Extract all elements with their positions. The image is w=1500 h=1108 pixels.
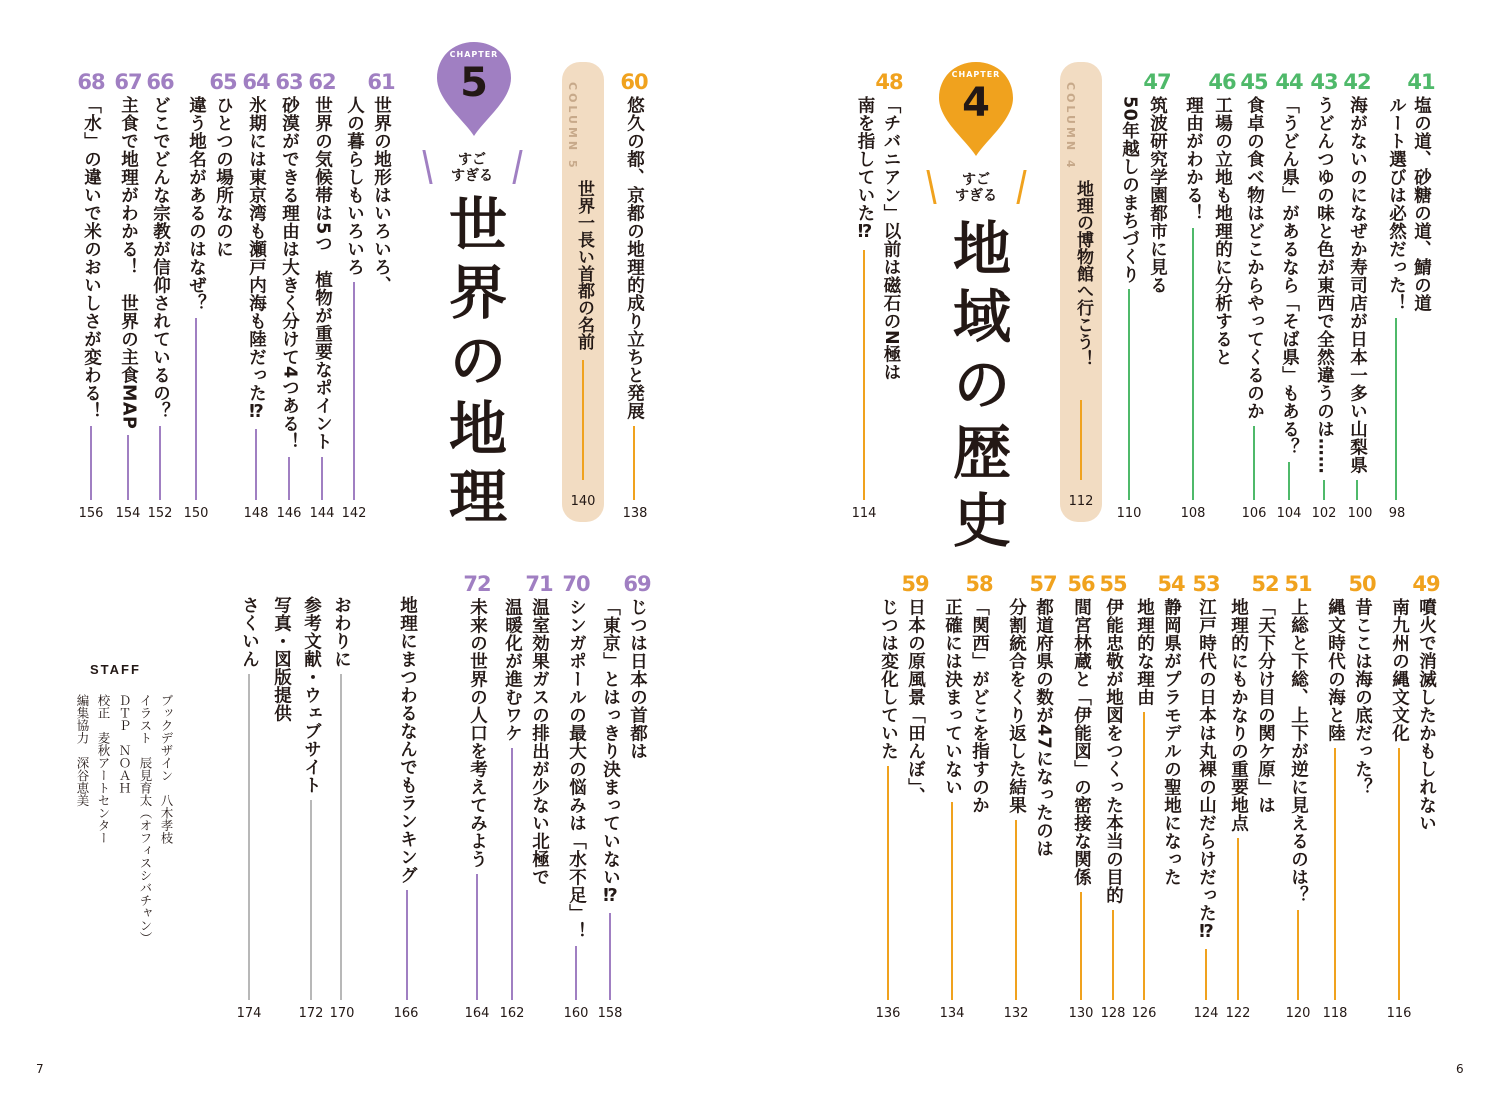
leader-line [1080,892,1082,1000]
page-number: 172 [298,1006,324,1021]
entry-title: 地理にまつわるなんでもランキング [397,596,418,884]
entry-title: 温室効果ガスの排出が少ない北極で [529,598,550,886]
leader-line [951,802,953,1000]
entry-title: じつは変化していた [878,598,899,760]
entry-title: 都道府県の数が47になったのは [1033,598,1054,858]
entry-number: 50 [1348,572,1376,596]
leader-line [321,457,323,500]
leader-line [1205,949,1207,1001]
entry-title: 昔ここは海の底だった？ [1352,598,1373,796]
chapter-4-title: 地域の歴史 [943,218,1011,558]
entry-number: 60 [620,70,648,94]
page-number: 160 [563,1006,589,1021]
entry-title: 「関西」がどこを指すのか [969,598,990,814]
entry-title: 「チバニアン」以前は磁石のN極は [881,96,901,382]
toc-entry-53 [1187,572,1225,1000]
page-number: 142 [341,506,367,521]
staff-line: イラスト 辰見育太（オフィスシバチャン） [138,694,153,944]
toc-entry-44 [1270,70,1308,500]
entry-title: 違う地名があるのはなぜ？ [186,96,207,312]
toc-entry-47-cont [1110,96,1148,500]
page-number: 152 [147,506,173,521]
page-number: 98 [1388,506,1406,521]
entry-title: 「東京」とはっきり決まっていない⁉ [600,598,621,907]
leader-line [310,800,312,1000]
entry-number: 48 [875,70,903,94]
page-number: 126 [1131,1006,1157,1021]
entry-number: 46 [1208,70,1236,94]
entry-title: 「水」の違いで米のおいしさが変わる！ [81,96,102,420]
entry-title: 主食で地理がわかる！ 世界の主食MAP [118,96,139,430]
page-number: 130 [1068,1006,1094,1021]
leader-line [1128,289,1130,500]
toc-entry-42 [1338,70,1376,500]
entry-title: 悠久の都、京都の地理的成り立ちと発展 [624,96,645,420]
page-number: 148 [243,506,269,521]
page-number: 140 [570,494,596,509]
entry-title: 世界の気候帯は5つ 植物が重要なポイント [312,96,333,451]
leader-line [1192,228,1194,500]
entry-number: 70 [562,572,590,596]
column-5-label: COLUMN 5 [566,82,579,171]
leader-line [887,766,889,1000]
sugoi-deco [500,150,522,184]
leader-line [582,360,584,480]
staff-line: ブックデザイン 八木孝枝 [159,694,174,844]
leader-line [340,674,342,1000]
page-number: 122 [1225,1006,1251,1021]
toc-entry-69-cont [591,598,629,1000]
entry-title: 未来の世界の人口を考えてみよう [467,598,488,868]
entry-title: 氷期には東京湾も瀬戸内海も陸だった⁉ [246,96,267,423]
leader-line [90,426,92,500]
toc-entry-71-cont [493,598,531,1000]
sugoi-label [442,152,502,184]
entry-number: 55 [1099,572,1127,596]
page-number: 100 [1347,506,1373,521]
entry-number: 58 [965,572,993,596]
leader-line [195,318,197,500]
entry-number: 61 [367,70,395,94]
folio-left: 7 [36,1062,44,1076]
toc-entry-72 [458,572,496,1000]
page-number: 174 [236,1006,262,1021]
entry-title: 正確には決まっていない [942,598,963,796]
sugoi-line-1: すご [962,172,990,188]
entry-title: 地理的な理由 [1134,598,1155,706]
leader-line [248,674,250,1000]
entry-title: 分割統合をくり返した結果 [1006,598,1027,814]
toc-entry-59-cont [869,598,907,1000]
sugoi-line-2: すぎる [955,188,997,204]
entry-title: 50年越しのまちづくり [1119,96,1140,284]
page-number: 112 [1068,494,1094,509]
entry-title: 静岡県がプラモデルの聖地になった [1161,598,1182,886]
entry-number: 71 [525,572,553,596]
toc-entry-58-cont [933,598,971,1000]
entry-title: 写真・図版提供 [271,596,292,722]
column-4-title: 地理の博物館へ行こう！ [1073,180,1093,367]
toc-entry-43 [1305,70,1343,500]
entry-number: 42 [1343,70,1371,94]
toc-entry-56 [1062,572,1100,1000]
entry-number: 62 [308,70,336,94]
entry-title: ルート選びは必然だった！ [1386,96,1407,312]
leader-line [511,748,513,1000]
page-number: 164 [464,1006,490,1021]
leader-line [1334,748,1336,1000]
entry-number: 64 [242,70,270,94]
staff-line: ＤＴＰ ＮＯＡＨ [117,694,132,794]
page-number: 102 [1311,506,1337,521]
page-number: 166 [393,1006,419,1021]
toc-entry-63 [270,70,308,500]
page-number: 116 [1386,1006,1412,1021]
leader-line [353,282,355,500]
leader-line [1398,748,1400,1000]
entry-number: 49 [1412,572,1440,596]
entry-number: 59 [901,572,929,596]
entry-title: 海がないのになぜか寿司店が日本一多い山梨県 [1347,96,1368,474]
entry-title: 温暖化が進むワケ [502,598,523,742]
leader-line [609,913,611,1001]
entry-number: 72 [463,572,491,596]
chapter-number: 5 [460,60,488,106]
entry-title: おわりに [331,596,352,668]
toc-entry-49-cont [1380,598,1418,1000]
entry-number: 68 [77,70,105,94]
entry-title: 参考文献・ウェブサイト [301,596,322,794]
entry-title: シンガポールの最大の悩みは「水不足」！ [566,598,587,940]
page-number: 162 [499,1006,525,1021]
toc-entry-65-cont [177,96,215,500]
entry-title: じつは日本の首都は [627,598,648,760]
toc-entry-57-cont [997,598,1035,1000]
page-number: 110 [1116,506,1142,521]
entry-title: 理由がわかる！ [1183,96,1204,222]
toc-entry-68 [72,70,110,500]
entry-title: 縄文時代の海と陸 [1325,598,1346,742]
leader-line [288,457,290,500]
entry-number: 69 [623,572,651,596]
entry-number: 43 [1310,70,1338,94]
entry-number: 44 [1275,70,1303,94]
entry-title: 砂漠ができる理由は大きく分けて4つある！ [279,96,300,451]
entry-number: 41 [1407,70,1435,94]
page-number: 134 [939,1006,965,1021]
leader-line [1253,426,1255,500]
entry-title: 筑波研究学園都市に見る [1147,96,1168,294]
page-number: 158 [597,1006,623,1021]
page-number: 128 [1100,1006,1126,1021]
chapter-label: CHAPTER [951,70,1001,79]
entry-number: 66 [146,70,174,94]
toc-entry-50-cont [1316,598,1354,1000]
page-number: 138 [622,506,648,521]
page-number: 132 [1003,1006,1029,1021]
toc-entry-index [230,596,268,1000]
leader-line [1237,838,1239,1000]
leader-line [255,429,257,501]
leader-line [1395,318,1397,500]
page-number: 108 [1180,506,1206,521]
sugoi-label [946,172,1006,204]
leader-line [1288,462,1290,500]
entry-title: 工場の立地も地理的に分析すると [1212,96,1233,366]
page-number: 124 [1193,1006,1219,1021]
entry-title: 塩の道、砂糖の道、鯖の道 [1411,96,1432,312]
leader-line [1143,712,1145,1000]
sugoi-deco [1004,170,1026,204]
entry-title: 人の暮らしもいろいろ [344,96,365,276]
entry-title: うどんつゆの味と色が東西で全然違うのは…… [1314,96,1335,474]
toc-entry-41-cont [1377,96,1415,500]
entry-title: 地理的にもかなりの重要地点 [1228,598,1249,832]
page-number: 118 [1322,1006,1348,1021]
leader-line [1323,480,1325,500]
entry-number: 63 [275,70,303,94]
chapter-5-title: 世界の地理 [439,194,507,534]
page-number: 120 [1285,1006,1311,1021]
entry-title: 上総と下総、上下が逆に見えるのは？ [1288,598,1309,904]
page-number: 104 [1276,506,1302,521]
entry-number: 56 [1067,572,1095,596]
sugoi-line-1: すご [458,152,486,168]
page-number: 114 [851,506,877,521]
leader-line [1356,480,1358,500]
leader-line [476,874,478,1000]
entry-title: 南を指していた⁉ [855,96,875,243]
leader-line [406,890,408,1000]
staff-line: 編集協力 深谷恵美 [75,694,90,807]
folio-right: 6 [1456,1062,1464,1076]
entry-title: どこでどんな宗教が信仰されているの？ [150,96,171,420]
leader-line [127,435,129,500]
chapter-label: CHAPTER [449,50,499,59]
entry-number: 67 [114,70,142,94]
toc-entry-70 [557,572,595,1000]
toc-entry-62 [303,70,341,500]
chapter-5-badge [434,40,514,140]
entry-number: 45 [1240,70,1268,94]
entry-number: 65 [209,70,237,94]
sugoi-line-2: すぎる [451,168,493,184]
entry-title: 間宮林蔵と「伊能図」の密接な関係 [1071,598,1092,886]
entry-number: 47 [1143,70,1171,94]
toc-entry-51 [1279,572,1317,1000]
toc-entry-ranking [388,596,426,1000]
toc-entry-64 [237,70,275,500]
entry-number: 53 [1192,572,1220,596]
leader-line [1297,910,1299,1000]
toc-entry-67 [109,70,147,500]
leader-line [1112,910,1114,1000]
staff-line: 校正 麦秋アートセンター [96,694,111,844]
column-4-label: COLUMN 4 [1064,82,1077,171]
page-number: 146 [276,506,302,521]
entry-title: 噴火で消滅したかもしれない [1416,598,1437,832]
chapter-number: 4 [962,80,990,126]
entry-title: 日本の原風景「田んぼ」、 [905,598,926,806]
page-number: 156 [78,506,104,521]
entry-number: 54 [1157,572,1185,596]
column-5-title: 世界一長い首都の名前 [574,180,594,350]
entry-title: さくいん [239,596,260,668]
page-number: 154 [115,506,141,521]
entry-title: 食卓の食べ物はどこからやってくるのか [1244,96,1265,420]
entry-title: 「天下分け目の関ケ原」は [1255,598,1276,814]
leader-line [159,426,161,500]
page-number: 136 [875,1006,901,1021]
toc-entry-60 [615,70,653,500]
page-number: 144 [309,506,335,521]
page-number: 170 [329,1006,355,1021]
page-number: 106 [1241,506,1267,521]
entry-title: 世界の地形はいろいろ、 [371,96,392,294]
leader-line [1015,820,1017,1000]
entry-number: 52 [1251,572,1279,596]
leader-line [633,426,635,500]
entry-number: 51 [1284,572,1312,596]
entry-title: 「うどん県」があるなら「そば県」もある？ [1279,96,1300,456]
leader-line [575,946,577,1000]
chapter-4-badge [936,60,1016,160]
leader-line [863,250,865,500]
entry-title: ひとつの場所なのに [213,96,234,258]
staff-label: STAFF [90,662,141,677]
entry-title: 江戸時代の日本は丸裸の山だらけだった⁉ [1196,598,1217,943]
page-number: 150 [183,506,209,521]
leader-line [1080,400,1082,480]
toc-entry-46-cont [1174,96,1212,500]
entry-title: 伊能忠敬が地図をつくった本当の目的 [1103,598,1124,904]
entry-number: 57 [1029,572,1057,596]
entry-title: 南九州の縄文文化 [1389,598,1410,742]
